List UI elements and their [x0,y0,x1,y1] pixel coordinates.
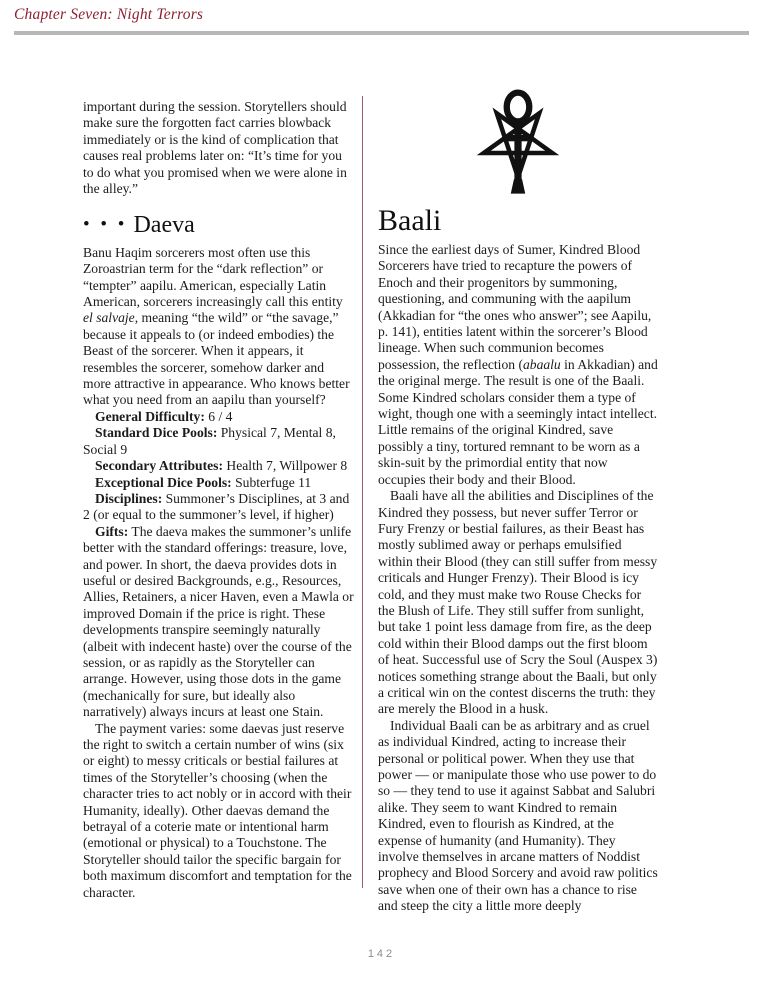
stat-line-general-difficulty [83,409,355,425]
baali-intro-paragraph [378,242,658,488]
text-segment: in Akkadian) and the original merge. The result is one of the Baali. Some Kindred scholars consider them a type of wight, though one with a seemingly intact intellect. Little remains of the original Kindred, save possibly a tiny, tortured remnant to be worn as a skin-suit by the primordial entity that now occupies their body and their Blood. [378,356,658,487]
stat-value: Physical 7, Mental 8, Social 9 [83,425,336,457]
stat-line-exceptional-dice-pools [83,475,355,491]
stat-line-disciplines [83,491,355,524]
rating-bullets: • • • [83,214,125,236]
stat-line-standard-dice-pools [83,425,355,458]
baali-individual-paragraph: Individual Baali can be as arbitrary and as cruel as individual Kindred, acting to increase their personal or political power. When they use that power — or manipulate those who use power to do so — they tend to use it against Sabbat and Salubri alike. They seem to want Kindred to remain Kindred, even to flourish as Kindred, at the expense of humanity (and Humanity). They involve themselves in arcane matters of Noddist prophecy and Blood Sorcery and avoid raw politics save when one of their own has a chance to rise and steep the city a little more deeply [378,717,658,914]
italic-term: abaalu [522,356,561,372]
chapter-title: Chapter Seven: Night Terrors [14,6,204,23]
stat-line-gifts [83,524,355,721]
page-number: 142 [367,948,396,960]
payment-paragraph: The payment varies: some daevas just reserve the right to switch a certain number of wins (six or eight) to messy criticals or bestial failures at times of the Storyteller’s choosing (when the character tries to act nobly or in accord with their Humanity, ideally). Other daevas demand the betrayal of a coterie mate or intentional harm (emotional or physical) to a Touchstone. The Storyteller should tailor the specific bargain for both maximum discomfort and temptation for the character. [83,720,352,900]
stat-line-secondary-attributes [83,458,355,474]
baali-section-heading: Baali [378,204,442,237]
stat-value: The daeva makes the summoner’s unlife better with the standard offerings: treasure, love, and power. In short, the daeva provides dots in useful or desired Backgrounds, e.g., Resources, Allies, Retainers, a nicer Haven, even a Mawla or improved Domain if the price is right. These developments transpire seemingly naturally (albeit with indecent haste) over the course of the session, or as rapidly as the Storyteller can arrange. However, using those dots in the game (mechanically for sure, but ideally also narratively) always incurs at least one Stain. [83,523,354,720]
stat-label: Gifts: [95,523,129,539]
stat-value: Subterfuge 11 [235,474,312,490]
daeva-heading-text: Daeva [133,212,195,239]
column-divider [362,96,363,888]
header-rule [14,31,749,35]
stat-value: 6 / 4 [208,408,233,424]
text-segment: , meaning “the wild” or “the savage,” because it appeals to (or indeed embodies) the Beast of the sorcerer. When it appears, it resembles the sorcerer, somehow darker and more attractive in appearance. Who knows better what you need from an aapilu than yourself? [83,310,350,408]
right-column [378,88,658,915]
intro-paragraph: important during the session. Storytellers should make sure the forgotten fact carries blowback immediately or is the kind of complication that causes real problems later on: “It’s time for you to do what you promised when we were alone in the alley.” [83,99,347,197]
daeva-section-heading [83,212,355,238]
text-segment: Since the earliest days of Sumer, Kindred Blood Sorcerers have tried to recapture the powers of Enoch and their progenitors by summoning, questioning, and communing with the aapilum (Akkadian for “the ones who answer”; see Aapilu, p. 141), entities latent within the sorcerer’s Blood lineage. When such communion becomes possession, the reflection ( [378,242,652,372]
text-segment: Banu Haqim sorcerers most often use this Zoroastrian term for the “dark reflection” or “tempter” aapilu. American, especially Latin American, sorcerers increasingly call this entity [83,244,343,310]
baali-sigil-icon [378,88,658,200]
italic-term: el salvaje [83,310,135,326]
left-column [83,99,355,901]
daeva-intro-paragraph [83,245,355,409]
stat-label: Disciplines: [95,490,163,506]
stat-label: General Difficulty: [95,408,205,424]
stat-value: Summoner’s Disciplines, at 3 and 2 (or equal to the summoner’s level, if higher) [83,490,350,523]
stat-value: Health 7, Willpower 8 [226,458,348,474]
baali-abilities-paragraph: Baali have all the abilities and Disciplines of the Kindred they possess, but never suffer Terror or Fury Frenzy or bestial failures, as their Beast has mostly sublimed away or perhaps emulsified within their Blood (they can still suffer from messy criticals and Hunger Frenzy). Their Blood is icy cold, and they must make two Rouse Checks for the Blush of Life. They still suffer from sunlight, but take 1 point less damage from fire, as the deep cold within their Blood damps out the first bloom of heat. Successful use of Scry the Soul (Auspex 3) notices something strange about the Baali, but only a critical win on the contest discerns the truth: they are merely the Blood in a husk. [378,488,658,717]
stat-label: Standard Dice Pools: [95,425,218,441]
stat-label: Secondary Attributes: [95,458,223,474]
stat-label: Exceptional Dice Pools: [95,474,232,490]
